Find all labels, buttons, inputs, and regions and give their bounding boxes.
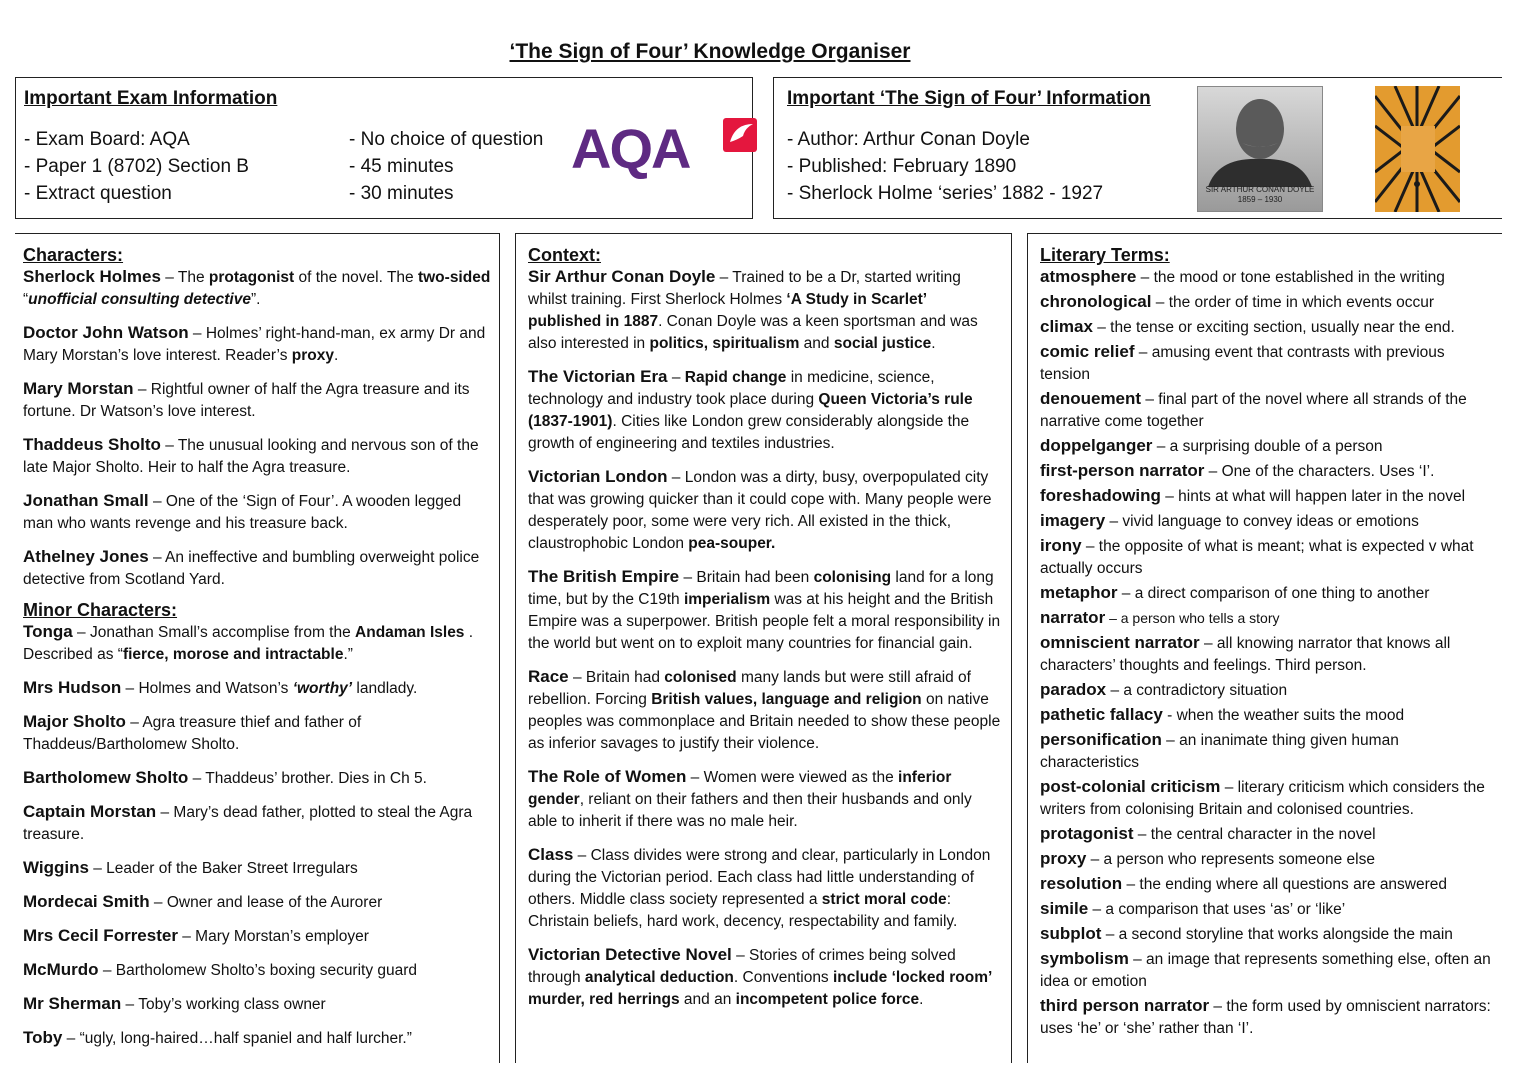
context-entry	[528, 266, 1001, 355]
character-desc: – One of the ‘Sign of Four’. A wooden legged man who wants revenge and his treasure back.	[23, 493, 462, 532]
literary-term-entry	[1040, 898, 1498, 921]
context-text: and an	[679, 991, 736, 1008]
character-entry	[23, 266, 491, 311]
exam-time-total: - 45 minutes	[349, 156, 454, 177]
literary-term-definition: – a surprising double of a person	[1152, 438, 1383, 455]
book-info-heading: Important ‘The Sign of Four’ Information	[787, 88, 1151, 109]
key-term: Queen Victoria’s rule (1837-1901)	[528, 391, 973, 430]
literary-term-definition: – a contradictory situation	[1106, 682, 1288, 699]
key-term: British values, language and religion	[651, 691, 922, 708]
character-desc: landlady.	[352, 680, 418, 697]
literary-term: denouement	[1040, 389, 1142, 408]
characters-heading: Characters:	[23, 245, 124, 265]
literary-term-definition: – One of the characters. Uses ‘I’.	[1204, 463, 1435, 480]
literary-terms-column	[1027, 233, 1502, 1063]
exam-question-type: - Extract question	[24, 183, 172, 204]
literary-term-definition: – the order of time in which events occur	[1151, 294, 1435, 311]
character-name: McMurdo	[23, 960, 99, 979]
context-entry	[528, 844, 1001, 933]
character-entry	[23, 490, 491, 535]
literary-term-entry	[1040, 316, 1498, 339]
character-desc: – Bartholomew Sholto’s boxing security guard	[98, 962, 418, 979]
context-title: Class	[528, 845, 574, 864]
character-desc: – Rightful owner of half the Agra treasure and its fortune. Dr Watson’s love interest.	[23, 381, 470, 420]
literary-term: irony	[1040, 536, 1082, 555]
literary-term: protagonist	[1040, 824, 1134, 843]
context-text: – Britain had	[568, 669, 665, 686]
character-desc: “	[23, 291, 29, 308]
character-name: Toby	[23, 1028, 63, 1047]
context-text: – Stories of crimes being solved through	[528, 947, 956, 986]
character-desc: – Agra treasure thief and father of Thaddeus/Bartholomew Sholto.	[23, 714, 362, 753]
character-desc: – “ugly, long-haired…half spaniel and half lurcher.”	[62, 1030, 412, 1047]
author-portrait	[1197, 86, 1323, 212]
exam-time-writing: - 30 minutes	[349, 183, 454, 204]
key-term: include ‘locked room’ murder, red herrings	[528, 969, 992, 1008]
context-entry	[528, 566, 1001, 655]
exam-info-heading: Important Exam Information	[24, 88, 278, 109]
character-desc: – The	[160, 269, 209, 286]
key-term: analytical deduction	[584, 969, 734, 986]
literary-term-entry	[1040, 435, 1498, 458]
context-entry	[528, 666, 1001, 755]
context-title: The Victorian Era	[528, 367, 668, 386]
literary-term-entry	[1040, 291, 1498, 314]
literary-term-definition: – literary criticism which considers the writers from colonising Britain and colonised countries.	[1040, 779, 1485, 818]
literary-term-definition: – hints at what will happen later in the novel	[1160, 488, 1466, 505]
context-title: The British Empire	[528, 567, 680, 586]
character-entry	[23, 959, 491, 982]
literary-terms-heading: Literary Terms:	[1040, 245, 1170, 265]
key-term: pea-souper.	[688, 535, 776, 552]
context-text: –	[667, 369, 685, 386]
exam-info-box	[15, 77, 753, 219]
character-name: Mordecai Smith	[23, 892, 150, 911]
literary-term-definition: – the opposite of what is meant; what is expected v what actually occurs	[1040, 538, 1474, 577]
character-entry	[23, 767, 491, 790]
character-entry	[23, 857, 491, 880]
portrait-caption: SIR ARTHUR CONAN DOYLE	[1205, 185, 1315, 194]
character-name: Wiggins	[23, 858, 89, 877]
literary-term: metaphor	[1040, 583, 1118, 602]
context-column	[515, 233, 1012, 1063]
context-text: land for a long time, but by the C19th	[528, 569, 994, 608]
character-desc: – Toby’s working class owner	[121, 996, 326, 1013]
character-desc: – Mary Morstan’s employer	[177, 928, 369, 945]
exam-info-left	[24, 126, 249, 207]
literary-term-definition: – the tense or exciting section, usually near the end.	[1092, 319, 1455, 336]
character-desc: – Owner and lease of the Aurorer	[149, 894, 383, 911]
key-term: strict moral code	[821, 891, 947, 908]
aqa-logo-mark-icon	[721, 114, 761, 154]
character-desc: .	[334, 347, 339, 364]
literary-term-entry	[1040, 848, 1498, 871]
literary-term-entry	[1040, 535, 1498, 580]
character-entry	[23, 925, 491, 948]
literary-term: imagery	[1040, 511, 1106, 530]
context-heading: Context:	[528, 245, 601, 265]
literary-term-entry	[1040, 948, 1498, 993]
key-term: protagonist	[208, 269, 295, 286]
character-name: Mrs Hudson	[23, 678, 122, 697]
context-text: . Conan Doyle was a keen sportsman and was also interested in	[528, 313, 978, 352]
character-entry	[23, 434, 491, 479]
literary-term: personification	[1040, 730, 1162, 749]
literary-term-definition: – a person who tells a story	[1105, 610, 1280, 626]
literary-term-definition: – vivid language to convey ideas or emotions	[1105, 513, 1419, 530]
exam-paper: - Paper 1 (8702) Section B	[24, 156, 249, 177]
context-title: Sir Arthur Conan Doyle	[528, 267, 716, 286]
character-entry	[23, 677, 491, 700]
literary-term-entry	[1040, 341, 1498, 386]
key-term: politics, spiritualism	[649, 335, 800, 352]
book-cover-image	[1375, 86, 1460, 212]
context-title: Victorian Detective Novel	[528, 945, 732, 964]
character-entry	[23, 891, 491, 914]
literary-term-entry	[1040, 679, 1498, 702]
literary-term-definition: – amusing event that contrasts with previous tension	[1040, 344, 1445, 383]
key-term: incompetent police force	[735, 991, 920, 1008]
key-quote: ‘worthy’	[292, 680, 353, 697]
literary-term-entry	[1040, 704, 1498, 727]
character-name: Athelney Jones	[23, 547, 149, 566]
literary-term-definition: – final part of the novel where all strands of the narrative come together	[1040, 391, 1467, 430]
context-text: and	[799, 335, 834, 352]
character-desc: – Leader of the Baker Street Irregulars	[88, 860, 358, 877]
literary-term: narrator	[1040, 608, 1106, 627]
context-entry	[528, 766, 1001, 833]
context-text: in medicine, science, technology and industry took place during	[528, 369, 935, 408]
key-quote: fierce, morose and intractable	[122, 646, 344, 663]
literary-term-entry	[1040, 266, 1498, 289]
context-entry	[528, 944, 1001, 1011]
context-text: . Conventions	[733, 969, 833, 986]
literary-term-entry	[1040, 632, 1498, 677]
literary-term-entry	[1040, 873, 1498, 896]
character-desc: – An ineffective and bumbling overweight police detective from Scotland Yard.	[23, 549, 480, 588]
character-desc: ”.	[250, 291, 261, 308]
literary-term: first-person narrator	[1040, 461, 1205, 480]
character-name: Thaddeus Sholto	[23, 435, 161, 454]
literary-term: comic relief	[1040, 342, 1135, 361]
context-title: Victorian London	[528, 467, 668, 486]
context-text: , reliant on their fathers and then their husbands and only able to inherit if there was no male heir.	[528, 791, 972, 830]
context-text: . Cities like London grew considerably alongside the growth of engineering and textiles industries.	[528, 413, 970, 452]
character-name: Mr Sherman	[23, 994, 122, 1013]
minor-characters-heading: Minor Characters:	[23, 600, 178, 620]
context-text: – Trained to be a Dr, started writing whilst training. First Sherlock Holmes	[528, 269, 961, 308]
literary-term-entry	[1040, 776, 1498, 821]
author-silhouette-icon	[1198, 87, 1322, 187]
literary-term-definition: – a comparison that uses ‘as’ or ‘like’	[1088, 901, 1346, 918]
book-author: - Author: Arthur Conan Doyle	[787, 129, 1030, 150]
character-entry	[23, 711, 491, 756]
literary-term: omniscient narrator	[1040, 633, 1200, 652]
character-name: Tonga	[23, 622, 73, 641]
key-term: social justice	[833, 335, 932, 352]
context-title: Race	[528, 667, 569, 686]
character-entry	[23, 322, 491, 367]
key-term: colonised	[664, 669, 737, 686]
literary-term: foreshadowing	[1040, 486, 1161, 505]
context-text: : Christain beliefs, hard work, decency, respectability and family.	[528, 891, 958, 930]
character-entry	[23, 993, 491, 1016]
context-text: was at his height and the British Empire was a superpower. British people felt a moral responsibility in the world but went on to exploit many countries for financial gain.	[528, 591, 1001, 652]
character-desc: – Holmes and Watson’s	[121, 680, 293, 697]
character-name: Doctor John Watson	[23, 323, 189, 342]
characters-column	[15, 233, 500, 1063]
literary-term: post-colonial criticism	[1040, 777, 1221, 796]
literary-term: third person narrator	[1040, 996, 1210, 1015]
character-desc: . Described as “	[23, 624, 474, 663]
aqa-logo-text: AQA	[571, 117, 690, 180]
literary-term-entry	[1040, 460, 1498, 483]
character-name: Bartholomew Sholto	[23, 768, 189, 787]
literary-term-definition: – all knowing narrator that knows all characters’ thoughts and feelings. Third person.	[1040, 635, 1451, 674]
literary-term: pathetic fallacy	[1040, 705, 1163, 724]
literary-term: paradox	[1040, 680, 1107, 699]
literary-term-entry	[1040, 388, 1498, 433]
literary-term-entry	[1040, 729, 1498, 774]
literary-term-entry	[1040, 923, 1498, 946]
aqa-logo	[571, 114, 689, 184]
literary-term-entry	[1040, 510, 1498, 533]
key-quote: unofficial consulting detective	[28, 291, 251, 308]
character-name: Jonathan Small	[23, 491, 149, 510]
key-term: colonising	[813, 569, 892, 586]
literary-term-definition: – the ending where all questions are answered	[1122, 876, 1448, 893]
key-term: two-sided	[417, 269, 491, 286]
literary-term-entry	[1040, 995, 1498, 1040]
key-term: inferior gender	[528, 769, 952, 808]
context-entry	[528, 466, 1001, 555]
book-info-list	[787, 126, 1103, 207]
context-entry	[528, 366, 1001, 455]
literary-term: proxy	[1040, 849, 1087, 868]
character-name: Captain Morstan	[23, 802, 157, 821]
book-published: - Published: February 1890	[787, 156, 1017, 177]
literary-term-definition: – an inanimate thing given human characteristics	[1040, 732, 1399, 771]
literary-term: atmosphere	[1040, 267, 1137, 286]
character-name: Mrs Cecil Forrester	[23, 926, 178, 945]
portrait-years: 1859 – 1930	[1237, 195, 1283, 204]
book-cover-icon	[1375, 86, 1460, 212]
character-desc: – Mary’s dead father, plotted to steal the Agra treasure.	[23, 804, 473, 843]
exam-choice: - No choice of question	[349, 129, 544, 150]
character-name: Major Sholto	[23, 712, 126, 731]
character-desc: – Holmes’ right-hand-man, ex army Dr and Mary Morstan’s love interest. Reader’s	[23, 325, 486, 364]
key-term: imperialism	[683, 591, 771, 608]
context-text: – Women were viewed as the	[686, 769, 899, 786]
literary-term: resolution	[1040, 874, 1123, 893]
key-term: ‘A Study in Scarlet’ published in 1887	[528, 291, 927, 330]
book-series: - Sherlock Holme ‘series’ 1882 - 1927	[787, 183, 1104, 204]
context-text: .	[919, 991, 924, 1008]
character-entry	[23, 378, 491, 423]
context-text: many lands but were still afraid of rebellion. Forcing	[528, 669, 971, 708]
literary-term: subplot	[1040, 924, 1102, 943]
page-title: ‘The Sign of Four’ Knowledge Organiser	[509, 40, 911, 63]
context-text: – London was a dirty, busy, overpopulated city that was growing quicker than it could cope with. Many people were desperately poor, some were very rich. All existed in the thick, claustrophobic London	[528, 469, 992, 552]
character-desc: of the novel. The	[294, 269, 418, 286]
exam-board: - Exam Board: AQA	[24, 129, 190, 150]
literary-term-definition: – the mood or tone established in the writing	[1136, 269, 1445, 286]
literary-term-entry	[1040, 823, 1498, 846]
literary-term-definition: – a direct comparison of one thing to another	[1117, 585, 1430, 602]
character-entry	[23, 546, 491, 591]
context-text: – Class divides were strong and clear, particularly in London during the Victorian period. Each class had little understanding of others. Middle class society represented a	[528, 847, 991, 908]
exam-info-right	[349, 126, 543, 207]
literary-term: symbolism	[1040, 949, 1129, 968]
key-term: Andaman Isles	[355, 624, 465, 641]
key-term: proxy	[291, 347, 334, 364]
literary-term-definition: – a person who represents someone else	[1086, 851, 1375, 868]
literary-term-definition: - when the weather suits the mood	[1162, 707, 1405, 724]
context-text: on native peoples was commonplace and Britain needed to show these people as inferior savages to justify their violence.	[528, 691, 1001, 752]
literary-term-definition: – the form used by omniscient narrators: uses ‘he’ or ‘she’ rather than ‘I’.	[1040, 998, 1491, 1037]
context-text: .	[931, 335, 936, 352]
literary-terms-list	[1040, 266, 1498, 1040]
character-desc: .”	[343, 646, 353, 663]
literary-term-entry	[1040, 485, 1498, 508]
literary-term-entry	[1040, 607, 1498, 630]
character-name: Sherlock Holmes	[23, 267, 161, 286]
literary-term-definition: – an image that represents something else, often an idea or emotion	[1040, 951, 1491, 990]
character-desc: – Thaddeus’ brother. Dies in Ch 5.	[188, 770, 427, 787]
context-text: – Britain had been	[679, 569, 814, 586]
literary-term-entry	[1040, 582, 1498, 605]
literary-term-definition: – a second storyline that works alongside the main	[1101, 926, 1453, 943]
context-title: The Role of Women	[528, 767, 687, 786]
literary-term-definition: – the central character in the novel	[1133, 826, 1376, 843]
character-entry	[23, 621, 491, 666]
character-desc: – Jonathan Small’s accomplise from the	[72, 624, 356, 641]
literary-term: simile	[1040, 899, 1089, 918]
literary-term: climax	[1040, 317, 1093, 336]
character-desc: – The unusual looking and nervous son of the late Major Sholto. Heir to half the Agra treasure.	[23, 437, 479, 476]
character-name: Mary Morstan	[23, 379, 134, 398]
character-entry	[23, 801, 491, 846]
character-entry	[23, 1027, 491, 1050]
key-term: Rapid change	[684, 369, 787, 386]
literary-term: chronological	[1040, 292, 1152, 311]
literary-term: doppelganger	[1040, 436, 1153, 455]
